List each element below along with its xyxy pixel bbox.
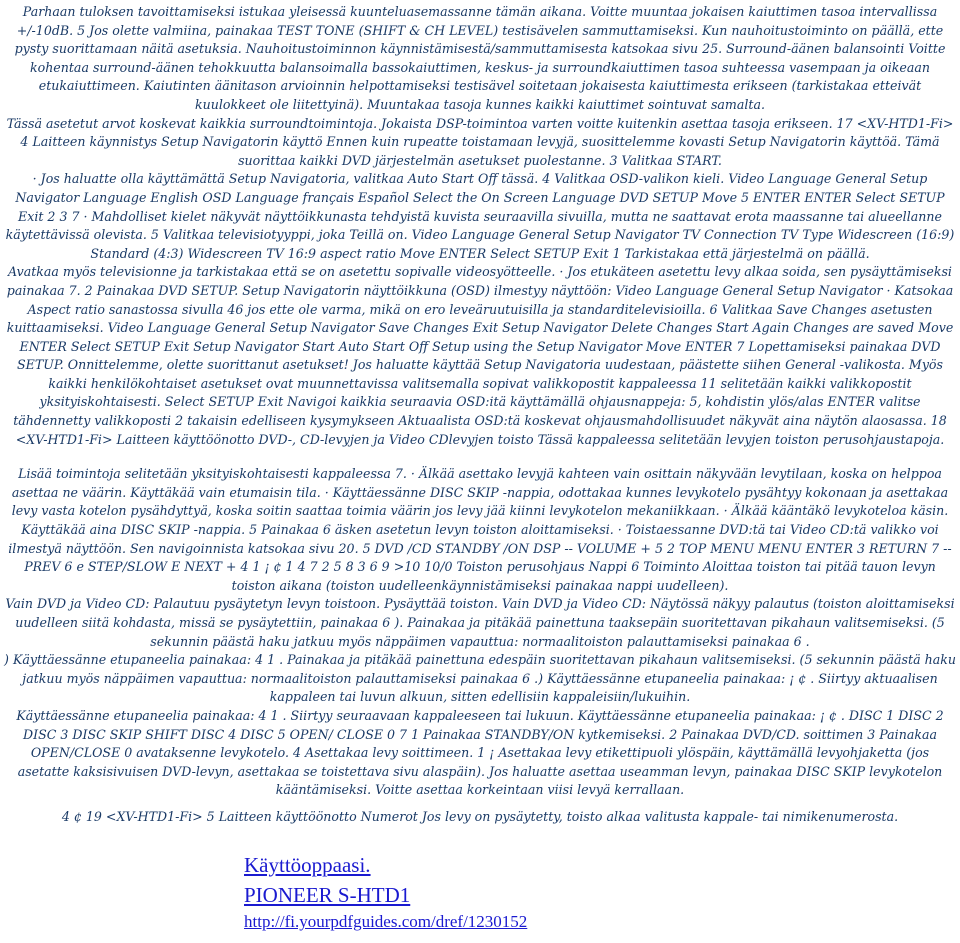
paragraph-fast-search: ) Käyttäessänne etupaneelia painakaa: 4 1 . Painakaa ja pitäkää painettuna edespäin suoritettavan pikahaun valitsemiseksi. (5 sekunnin päästä haku jatkuu myös näppäimen vapauttua: normaalitoiston palauttamiseksi painakaa 6 .) Käyttäessänne etupaneelia painakaa: ¡ ¢ . Siirtyy aktuaalisen kappaleen tai luvun alkuun, sitten edellisiin kappaleisiin/lukuihin. [4,652,956,705]
paragraph-disc-loading: Lisää toimintoja selitetään yksityiskohtaisesti kappaleessa 7. · Älkää asettako levyjä kahteen vain osittain näkyvään levytilaan, koska on helppoa asettaa ne väärin. Käyttäkää vain etumaisin tila. · Käyttäessänne DISC SKIP -nappia, odottakaa kunnes levykotelo pysähtyy kokonaan ja asettakaa levy vasta kotelon pysähdyttyä, koska soitin saattaa toimia väärin jos levy jää kiinni levykotelon mekaniikkaan. · Älkää kääntäkö levykoteloa käsin. Käyttäkää aina DISC SKIP -nappia. 5 Painakaa 6 äsken asetetun levyn toiston aloittamiseksi. · Toistaessanne DVD:tä tai Video CD:tä valikko voi ilmestyä näyttöön. Sen navigoinnista katsokaa sivu 20. 5 DVD /CD STANDBY /ON DSP -- VOLUME + 5 2 TOP MENU MENU ENTER 3 RETURN 7 -- PREV 6 e STEP/SLOW E NEXT + 4 1 ¡ ¢ 1 4 7 2 5 8 3 6 9 >10 10/0 Toiston perusohjaus Nappi 6 Toiminto Aloittaa toiston tai pitää tauon levyn toiston aikana (toiston uudelleenkäynnistämiseksi painakaa nappi uudelleen). [8,466,952,593]
product-link[interactable]: PIONEER S-HTD1 [244,883,411,907]
paragraph-spacer [4,449,956,465]
url-link[interactable]: http://fi.yourpdfguides.com/dref/1230152 [244,912,528,931]
paragraph-osd-language: · Jos haluatte olla käyttämättä Setup Navigatoria, valitkaa Auto Start Off tässä. 4 Valitkaa OSD-valikon kieli. Video Language General Setup Navigator Language English OSD Language français Español Select the On Screen Language DVD SETUP Move 5 ENTER ENTER Select SETUP Exit 2 3 7 · Mahdolliset kielet näkyvät näyttöikkunasta tehdyistä kuvista seuraavilla sivuilla, mutta ne saattavat erota maassanne tai alueellanne käytettävissä olevista. 5 Valitkaa televisiotyyppi, joka Teillä on. Video Language General Setup Navigator TV Connection TV Type Widescreen (16:9) Standard (4:3) Widescreen TV 16:9 aspect ratio Move ENTER Select SETUP Exit 1 Tarkistakaa että järjestelmä on päällä. [5,171,955,261]
footer-links [244,850,527,933]
paragraph-speaker-level: Parhaan tuloksen tavoittamiseksi istukaa yleisessä kuunteluasemassanne tämän aikana. Voitte muuntaa jokaisen kaiuttimen tasoa intervallissa +/-10dB. 5 Jos olette valmiina, painakaa TEST TONE (SHIFT & CH LEVEL) testisävelen sammuttamiseksi. Kun nauhoitustoiminto on päällä, ette pysty suorittamaan näitä asetuksia. Nauhoitustoiminnon käynnistämisestä/sammuttamisesta katsokaa sivu 25. Surround-äänen balansointi Voitte kohentaa surround-äänen tehokkuutta balansoimalla bassokaiuttimen, keskus- ja surroundkaiuttimen tasoa suhteessa vasempaan ja oikeaan etukaiuttimeen. Kaiutinten äänitason arvioinnin helpottamiseksi testisävel soitetaan jokaisesta kaiuttimesta erikseen (tarkistakaa etteivät kuulokkeet ole liitettyinä). Muuntakaa tasoja kunnes kaikki kaiuttimet sointuvat samalta. [14,4,946,112]
paragraph-setup-navigator: Tässä asetetut arvot koskevat kaikkia surroundtoimintoja. Jokaista DSP-toimintoa varten voitte kuitenkin asettaa tasoja erikseen. 17 <XV-HTD1-Fi> 4 Laitteen käynnistys Setup Navigatorin käyttö Ennen kuin rupeatte toistamaan levyjä, suosittelemme kovasti Setup Navigatorin käyttöä. Tämä suorittaa kaikki DVD järjestelmän asetukset puolestanne. 3 Valitkaa START. [6,115,954,168]
paragraph-spacer-small [4,800,956,808]
manual-link[interactable]: Käyttöoppaasi. [244,853,371,877]
paragraph-playback-resume: Vain DVD ja Video CD: Palautuu pysäytetyn levyn toistoon. Pysäyttää toiston. Vain DVD ja Video CD: Näytössä näkyy palautus (toiston aloittamiseksi uudelleen siitä kohdasta, missä se pysäytettiin, painakaa 6 ). Painakaa ja pitäkää painettuna taaksepäin suoritettavan pikahaun valitsemiseksi. (5 sekunnin päästä haku jatkuu myös näppäimen vapauttua: normaalitoiston palauttamiseksi painakaa 6 . [5,596,955,649]
document-body [4,3,956,827]
paragraph-numbers: 4 ¢ 19 <XV-HTD1-Fi> 5 Laitteen käyttöönotto Numerot Jos levy on pysäytetty, toisto alkaa valitusta kappale- tai nimikenumerosta. [61,808,899,824]
paragraph-disc-skip: Käyttäessänne etupaneelia painakaa: 4 1 . Siirtyy seuraavaan kappaleeseen tai lukuun. Käyttäessänne etupaneelia painakaa: ¡ ¢ . DISC 1 DISC 2 DISC 3 DISC SKIP SHIFT DISC 4 DISC 5 OPEN/ CLOSE 0 7 1 Painakaa STANDBY/ON kytkemiseksi. 2 Painakaa DVD/CD. soittimen 3 Painakaa OPEN/CLOSE 0 avataksenne levykotelo. 4 Asettakaa levy soittimeen. 1 ¡ Asettakaa levy etikettipuoli ylöspäin, käyttämällä levyohjaketta (jos asetatte kaksisivuisen DVD-levyn, asettakaa se toistettava sivu alaspäin). Jos haluatte asettaa useamman levyn, painakaa DISC SKIP levykotelon kääntämiseksi. Voitte asettaa korkeintaan viisi levyä kerrallaan. [16,707,944,798]
paragraph-tv-setup: Avatkaa myös televisionne ja tarkistakaa että se on asetettu sopivalle videosyötteelle. · Jos etukäteen asetettu levy alkaa soida, sen pysäyttämiseksi painakaa 7. 2 Painakaa DVD SETUP. Setup Navigatorin näyttöikkuna (OSD) ilmestyy näyttöön: Video Language General Setup Navigator · Katsokaa Aspect ratio sanastossa sivulla 46 jos ette ole varma, mikä on ero leveäruutuisilla ja standarditelevisioilla. 6 Valitkaa Save Changes asetusten kuittaamiseksi. Video Language General Setup Navigator Save Changes Exit Setup Navigator Delete Changes Start Again Changes are saved Move ENTER Select SETUP Exit Setup Navigator Start Auto Start Off Setup using the Setup Navigator Move ENTER 7 Lopettamiseksi painakaa DVD SETUP. Onnittelemme, olette suorittanut asetukset! Jos haluatte käyttää Setup Navigatoria uudestaan, päästette siihen General -valikosta. Myös kaikki henkilökohtaiset asetukset ovat muunnettavissa valitsemalla sopivat valikkopostit kappaleessa 11 selitetään kaikki valikkopostit yksityiskohtaisesti. Select SETUP Exit Navigoi kaikkia seuraavia OSD:itä käyttämällä ohjausnappeja: 5, kohdistin ylös/alas ENTER valitse tähdennetty valikkoposti 2 takaisin edelliseen kysymykseen Aktuaalista OSD:tä koskevat ohjausmahdollisuudet näkyvät aina näytön alaosassa. 18 <XV-HTD1-Fi> Laitteen käyttöönotto DVD-, CD-levyjen ja Video CDlevyjen toisto Tässä kappaleessa selitetään levyjen toiston perusohjaustapoja. [6,264,954,447]
